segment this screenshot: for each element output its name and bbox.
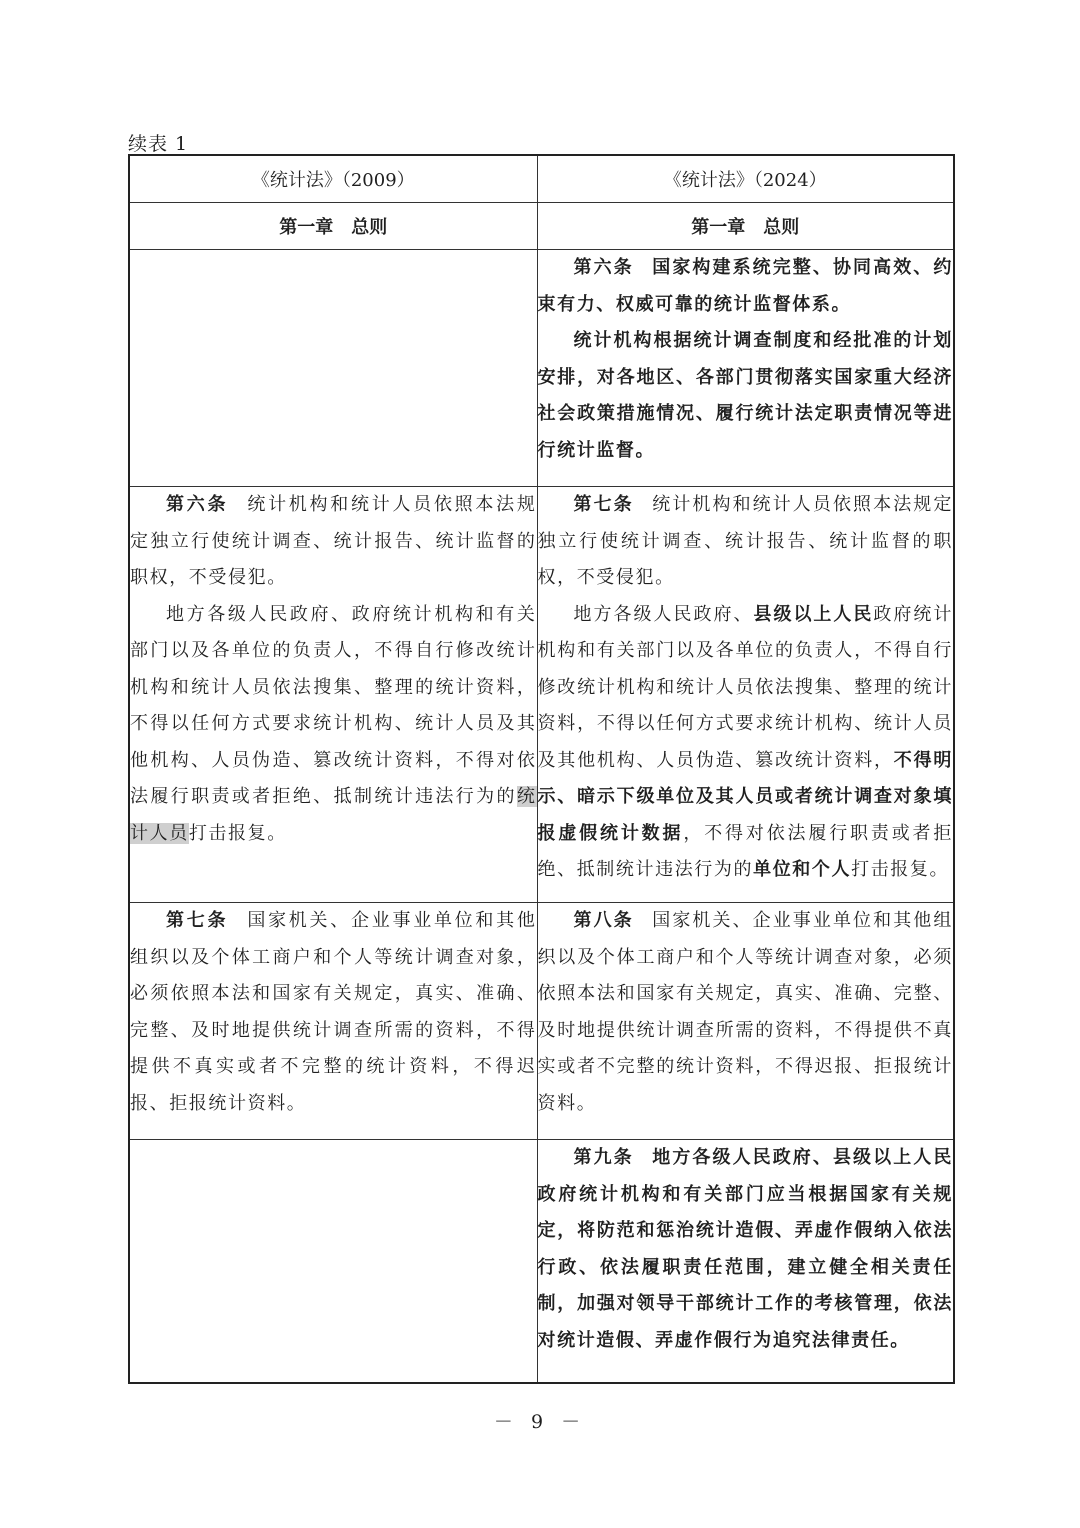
added-text: 县级以上人民 bbox=[753, 603, 874, 625]
article-title: 第八条 bbox=[573, 910, 634, 931]
cell-2009-article-7 bbox=[129, 903, 537, 1140]
chapter-2009: 第一章 总则 bbox=[129, 203, 537, 250]
cell-2024-article-9 bbox=[537, 1140, 954, 1383]
cell-2009-empty bbox=[129, 1140, 537, 1383]
article-text: 国家机关、企业事业单位和其他组织以及个体工商户和个人等统计调查对象，必须依照本法和国家有关规定，真实、准确、完整、及时地提供统计调查所需的资料，不得提供不真实或者不完整的统计资料，不得迟报、拒报统计资料。 bbox=[537, 910, 953, 1114]
article-text: 国家构建系统完整、协同高效、约束有力、权威可靠的统计监督体系。 bbox=[537, 257, 953, 315]
table-row bbox=[129, 903, 954, 1140]
page-number: － 9 － bbox=[493, 1411, 587, 1433]
article-text: 打击报复。 bbox=[188, 822, 287, 844]
article-paragraph bbox=[538, 597, 954, 889]
article-text: 地方各级人民政府、政府统计机构和有关部门以及各单位的负责人，不得自行修改统计机构和统计人员依法搜集、整理的统计资料，不得以任何方式要求统计机构、统计人员及其他机构、人员伪造、篡改统计资料，不得对依法履行职责或者拒绝、抵制统计违法行为的 bbox=[130, 603, 537, 807]
table-row bbox=[129, 1140, 954, 1383]
article-paragraph bbox=[130, 903, 537, 1122]
article-paragraph bbox=[538, 487, 954, 597]
article-paragraph bbox=[538, 250, 954, 323]
comparison-table bbox=[128, 154, 955, 1384]
cell-2024-article-8 bbox=[537, 903, 954, 1140]
cell-2024-article-7 bbox=[537, 487, 954, 903]
article-text: 地方各级人民政府、 bbox=[573, 603, 754, 625]
header-2024: 《统计法》（2024） bbox=[537, 155, 954, 203]
cell-2024-article-6 bbox=[537, 250, 954, 487]
article-title: 第六条 bbox=[166, 494, 229, 515]
article-title: 第六条 bbox=[573, 257, 634, 278]
chapter-row bbox=[129, 203, 954, 250]
table-row bbox=[129, 487, 954, 903]
article-text: 国家机关、企业事业单位和其他组织以及个体工商户和个人等统计调查对象，必须依照本法和国家有关规定，真实、准确、完整、及时地提供统计调查所需的资料，不得提供不真实或者不完整的统计资料，不得迟报、拒报统计资料。 bbox=[130, 910, 537, 1114]
header-row bbox=[129, 155, 954, 203]
article-text: 地方各级人民政府、县级以上人民政府统计机构和有关部门应当根据国家有关规定，将防范和惩治统计造假、弄虚作假纳入依法行政、依法履职责任范围，建立健全相关责任制，加强对领导干部统计工作的考核管理，依法对统计造假、弄虚作假行为追究法律责任。 bbox=[537, 1147, 953, 1351]
cell-2009-empty bbox=[129, 250, 537, 487]
article-text: ，不得对依法履行职责或者拒绝、抵制统计违法行为的 bbox=[537, 822, 953, 880]
chapter-2024: 第一章 总则 bbox=[537, 203, 954, 250]
cell-2009-article-6 bbox=[129, 487, 537, 903]
article-paragraph: 统计机构根据统计调查制度和经批准的计划安排，对各地区、各部门贯彻落实国家重大经济社会政策措施情况、履行统计法定职责情况等进行统计监督。 bbox=[537, 330, 953, 461]
table-row bbox=[129, 250, 954, 487]
article-paragraph bbox=[538, 1140, 954, 1359]
article-paragraph bbox=[538, 903, 954, 1122]
article-text: 打击报复。 bbox=[851, 859, 950, 880]
highlighted-text: 统计人员 bbox=[130, 786, 537, 844]
added-text: 不得明示、暗示下级单位及其人员或者统计调查对象填报虚假统计数据 bbox=[537, 749, 953, 844]
article-title: 第七条 bbox=[166, 910, 229, 931]
article-text: 统计机构和统计人员依照本法规定独立行使统计调查、统计报告、统计监督的职权，不受侵犯。 bbox=[537, 494, 953, 588]
article-title: 第九条 bbox=[573, 1147, 634, 1168]
article-title: 第七条 bbox=[573, 494, 634, 515]
added-text: 单位和个人 bbox=[753, 859, 852, 880]
article-text: 政府统计机构和有关部门以及各单位的负责人，不得自行修改统计机构和统计人员依法搜集、整理的统计资料，不得以任何方式要求统计机构、统计人员及其他机构、人员伪造、篡改统计资料， bbox=[537, 603, 954, 771]
header-2009: 《统计法》（2009） bbox=[129, 155, 537, 203]
article-text: 统计机构和统计人员依照本法规定独立行使统计调查、统计报告、统计监督的职权，不受侵犯。 bbox=[130, 494, 537, 588]
article-paragraph bbox=[130, 487, 537, 597]
table-caption: 续表 1 bbox=[128, 133, 189, 155]
article-paragraph bbox=[130, 597, 537, 853]
